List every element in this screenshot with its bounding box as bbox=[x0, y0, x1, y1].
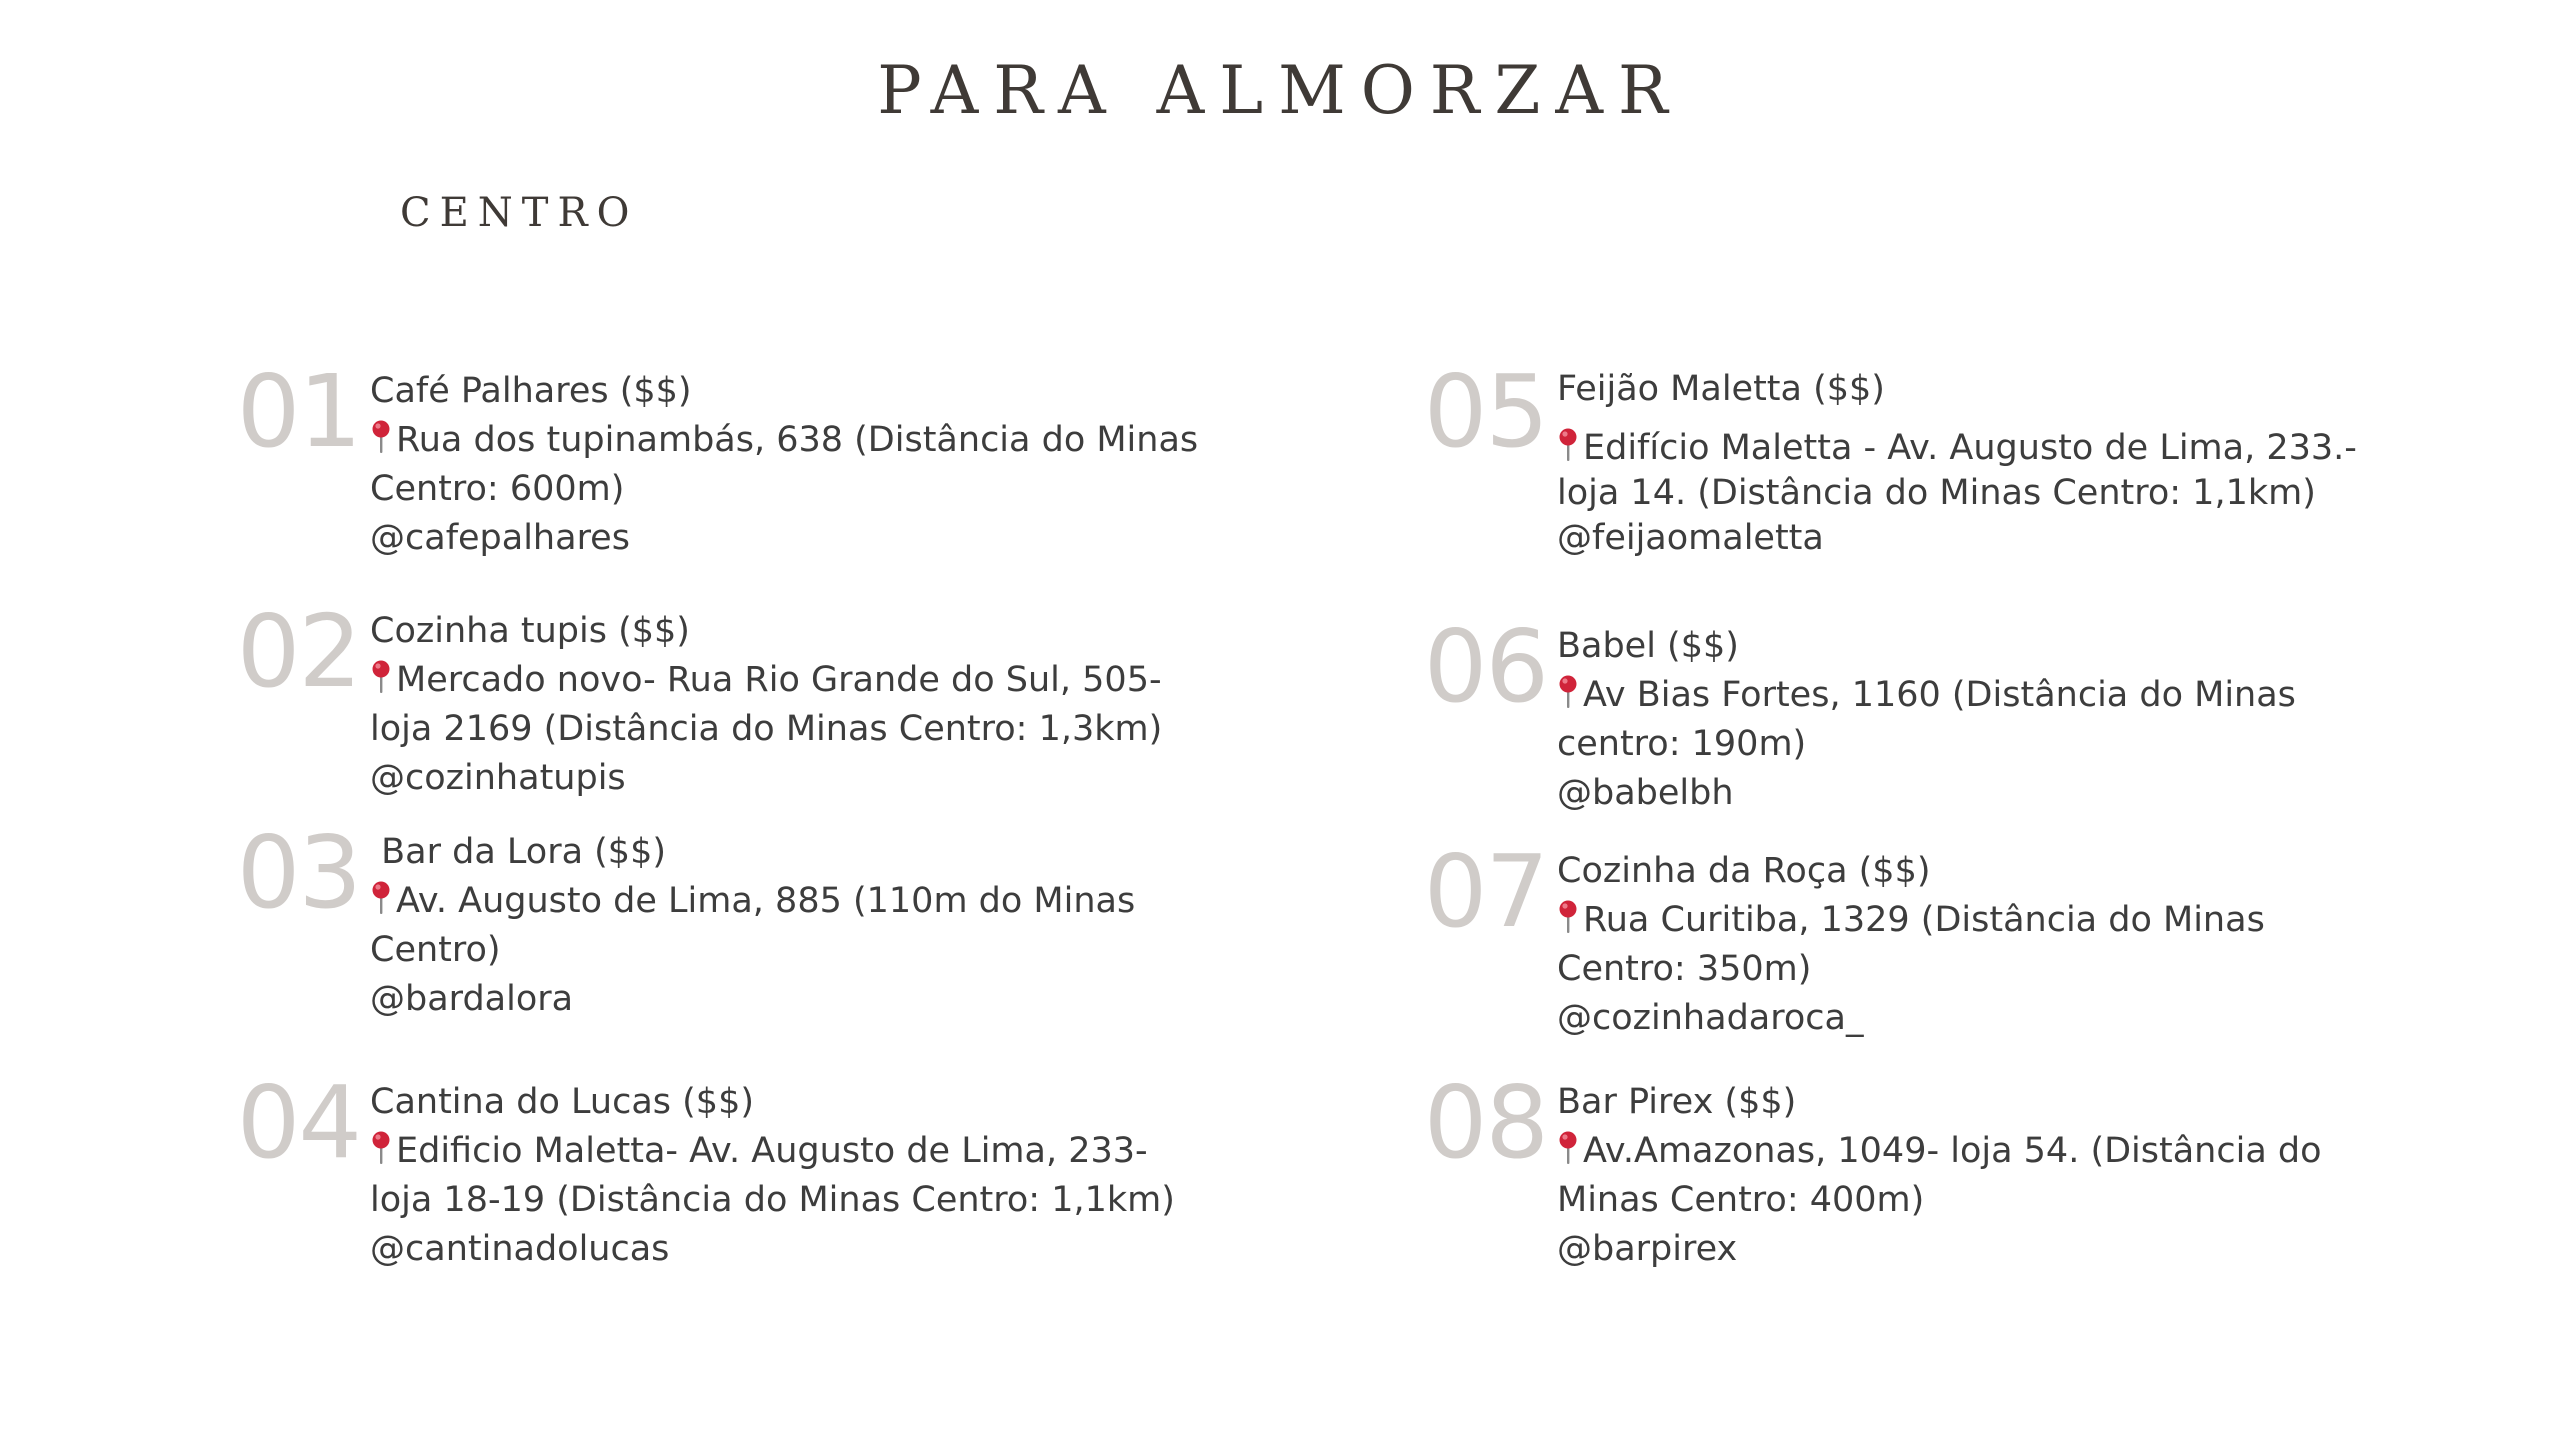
instagram-handle[interactable]: @barpirex bbox=[1557, 1229, 1738, 1269]
restaurant-name: Bar Pirex ($$) bbox=[1557, 1082, 1797, 1122]
entry-number: 04 bbox=[236, 1064, 360, 1181]
entry-details bbox=[1557, 622, 2437, 818]
address-text: Rua Curitiba, 1329 (Distância do Minas bbox=[1583, 900, 2265, 940]
address-line bbox=[370, 416, 1250, 465]
entry-number: 06 bbox=[1423, 608, 1547, 725]
restaurant-name: Feijão Maletta ($$) bbox=[1557, 369, 1885, 409]
round-pushpin-icon bbox=[370, 880, 392, 916]
address-text: Edifício Maletta - Av. Augusto de Lima, 233.- bbox=[1583, 428, 2357, 468]
instagram-handle[interactable]: @cantinadolucas bbox=[370, 1229, 670, 1269]
address-line-continued: loja 18-19 (Distância do Minas Centro: 1,1km) bbox=[370, 1180, 1175, 1220]
section-subtitle: CENTRO bbox=[400, 190, 639, 236]
address-line-continued: loja 14. (Distância do Minas Centro: 1,1km) bbox=[1557, 473, 2316, 513]
address-text: Av Bias Fortes, 1160 (Distância do Minas bbox=[1583, 675, 2296, 715]
instagram-handle[interactable]: @cozinhatupis bbox=[370, 758, 626, 798]
address-line bbox=[370, 656, 1250, 705]
entry-number: 03 bbox=[236, 814, 360, 931]
restaurant-name: Cantina do Lucas ($$) bbox=[370, 1082, 754, 1122]
instagram-handle[interactable]: @bardalora bbox=[370, 979, 574, 1019]
address-line bbox=[1557, 896, 2437, 945]
address-line bbox=[1557, 1127, 2437, 1176]
entry-number: 07 bbox=[1423, 833, 1547, 950]
entry-number: 02 bbox=[236, 593, 360, 710]
instagram-handle[interactable]: @cozinhadaroca_ bbox=[1557, 998, 1864, 1038]
entry-number: 01 bbox=[236, 353, 360, 470]
address-line bbox=[1557, 671, 2437, 720]
entry-number: 08 bbox=[1423, 1064, 1547, 1181]
restaurant-name: Café Palhares ($$) bbox=[370, 371, 692, 411]
round-pushpin-icon bbox=[1557, 1130, 1579, 1166]
instagram-handle[interactable]: @cafepalhares bbox=[370, 518, 630, 558]
address-line bbox=[370, 877, 1250, 926]
restaurant-name: Babel ($$) bbox=[1557, 626, 1739, 666]
entry-details bbox=[370, 1078, 1250, 1274]
round-pushpin-icon bbox=[1557, 899, 1579, 935]
instagram-handle[interactable]: @feijaomaletta bbox=[1557, 518, 1824, 558]
address-text: Edificio Maletta- Av. Augusto de Lima, 233- bbox=[396, 1131, 1148, 1171]
round-pushpin-icon bbox=[370, 419, 392, 455]
entry-details bbox=[370, 367, 1250, 563]
entry-details bbox=[1557, 847, 2437, 1043]
entry-number: 05 bbox=[1423, 353, 1547, 470]
address-text: Av.Amazonas, 1049- loja 54. (Distância do bbox=[1583, 1131, 2322, 1171]
address-text: Mercado novo- Rua Rio Grande do Sul, 505- bbox=[396, 660, 1162, 700]
address-line-continued: Minas Centro: 400m) bbox=[1557, 1180, 1925, 1220]
instagram-handle[interactable]: @babelbh bbox=[1557, 773, 1734, 813]
address-line bbox=[1557, 426, 2437, 471]
address-text: Av. Augusto de Lima, 885 (110m do Minas bbox=[396, 881, 1136, 921]
round-pushpin-icon bbox=[370, 659, 392, 695]
address-line-continued: Centro) bbox=[370, 930, 501, 970]
address-text: Rua dos tupinambás, 638 (Distância do Minas bbox=[396, 420, 1199, 460]
round-pushpin-icon bbox=[1557, 674, 1579, 710]
entry-details bbox=[1557, 1078, 2437, 1274]
restaurant-name: Cozinha tupis ($$) bbox=[370, 611, 690, 651]
entry-details bbox=[1557, 367, 2437, 561]
entry-details bbox=[370, 607, 1250, 803]
address-line bbox=[370, 1127, 1250, 1176]
address-line-continued: Centro: 350m) bbox=[1557, 949, 1812, 989]
entry-details bbox=[370, 828, 1250, 1024]
round-pushpin-icon bbox=[1557, 427, 1579, 463]
address-line-continued: centro: 190m) bbox=[1557, 724, 1807, 764]
restaurant-name: Bar da Lora ($$) bbox=[370, 832, 666, 872]
restaurant-name: Cozinha da Roça ($$) bbox=[1557, 851, 1931, 891]
address-line-continued: Centro: 600m) bbox=[370, 469, 625, 509]
address-line-continued: loja 2169 (Distância do Minas Centro: 1,3km) bbox=[370, 709, 1163, 749]
page-title: PARA ALMORZAR bbox=[877, 52, 1683, 129]
round-pushpin-icon bbox=[370, 1130, 392, 1166]
